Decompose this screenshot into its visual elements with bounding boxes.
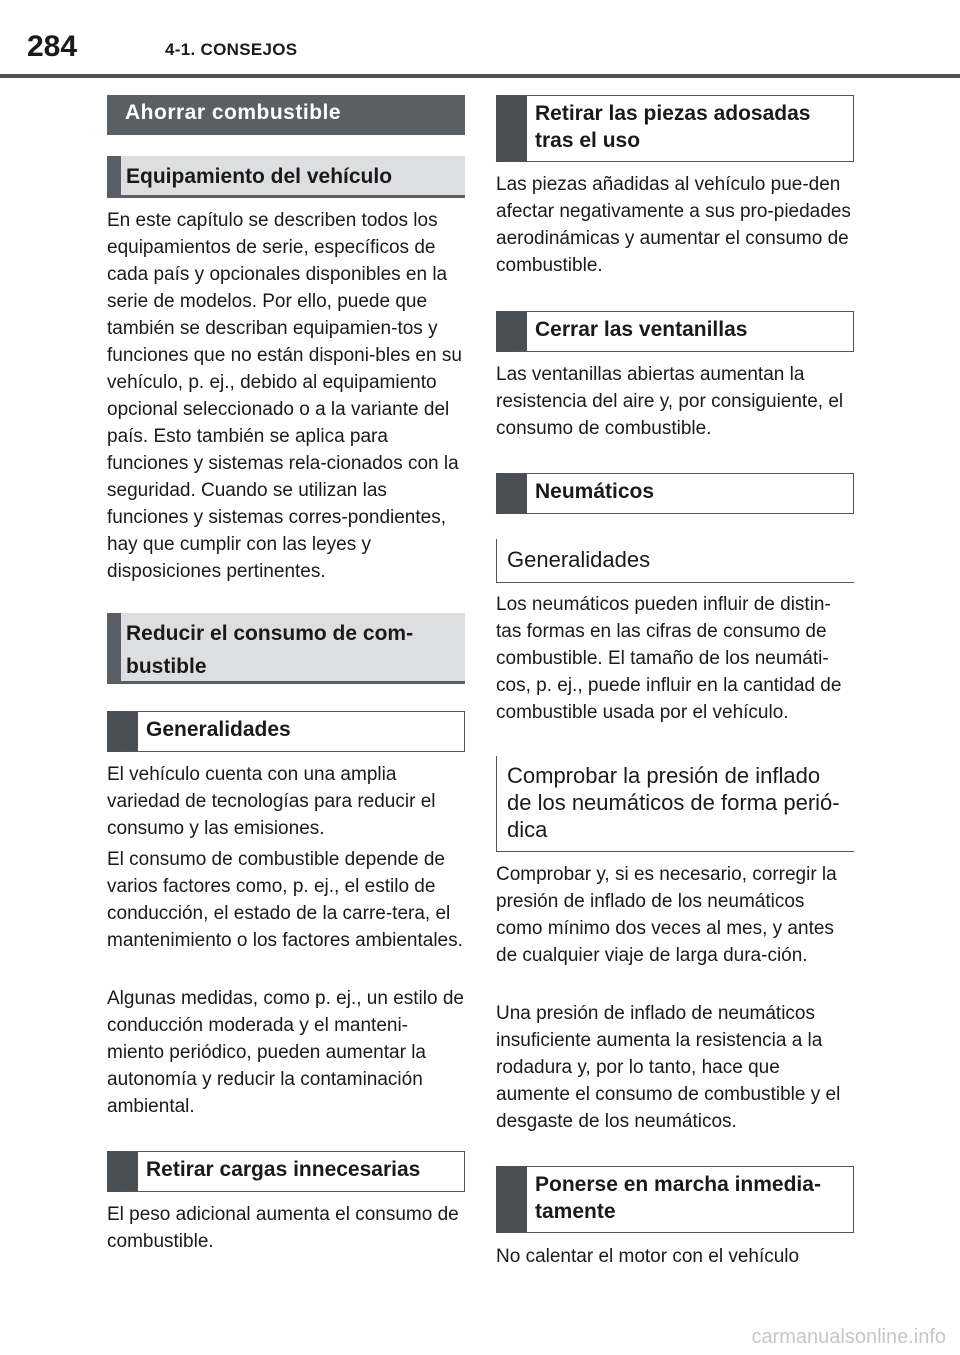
loads-heading: Retirar cargas innecesarias — [107, 1151, 465, 1192]
tyres-general-heading: Generalidades — [496, 539, 854, 583]
main-heading: Ahorrar combustible — [107, 95, 465, 135]
pressure-heading: Comprobar la presión de inflado de los neumáticos de forma perió-dica — [496, 756, 854, 852]
watermark: carmanualsonline.info — [751, 1326, 946, 1348]
start-text: No calentar el motor con el vehículo — [496, 1246, 800, 1267]
windows-heading: Cerrar las ventanillas — [496, 311, 854, 352]
pressure-paragraph-1: Comprobar y, si es necesario, corregir la presión de inflado de los neumáticos como mínimo dos veces al mes, y antes de cualquier viaje de larga dura-ción. — [496, 864, 837, 966]
pressure-paragraph-2: Una presión de inflado de neumáticos insuficiente aumenta la resistencia a la rodadura y, por lo tanto, hace que aumente el consumo de combustible y el desgaste de los neumáticos. — [496, 1003, 841, 1132]
parts-text: Las piezas añadidas al vehículo pue-den afectar negativamente a sus pro-piedades aerodinámicas y aumentar el consumo de combustible. — [496, 174, 851, 276]
general-paragraph-1: El vehículo cuenta con una amplia variedad de tecnologías para reducir el consumo y las emisiones. — [107, 764, 436, 839]
equipment-heading: Equipamiento del vehículo — [107, 156, 465, 198]
page-number: 284 — [27, 30, 78, 63]
general-heading: Generalidades — [107, 711, 465, 752]
tyres-general-text: Los neumáticos pueden influir de distin-tas formas en las cifras de consumo de combustible. El tamaño de los neumáti-cos, p. ej., puede influir en la cantidad de combustible usada por el vehículo. — [496, 594, 842, 723]
loads-text: El peso adicional aumenta el consumo de combustible. — [107, 1204, 459, 1252]
parts-heading: Retirar las piezas adosadas tras el uso — [496, 95, 854, 162]
windows-text: Las ventanillas abiertas aumentan la resistencia del aire y, por consiguiente, el consumo de combustible. — [496, 364, 844, 439]
header-divider — [0, 74, 960, 78]
equipment-text: En este capítulo se describen todos los equipamientos de serie, específicos de cada país y opcionales disponibles en la serie de modelos. Por ello, puede que también se describan equipamien-tos y funciones que no están disponi-bles en su vehículo, p. ej., debido al equipamiento opcional seleccionado o a la variante del país. Esto también se aplica para funciones y sistemas rela-cionados con la seguridad. Cuando se utilizan las funciones y sistemas corres-pondientes, hay que cumplir con las leyes y disposiciones pertinentes. — [107, 210, 462, 582]
reduce-consumption-heading: Reducir el consumo de com-bustible — [107, 613, 465, 684]
general-paragraph-2: El consumo de combustible depende de varios factores como, p. ej., el estilo de conducción, el estado de la carre-tera, el mantenimiento o los factores ambientales. — [107, 849, 463, 951]
section-title: 4-1. CONSEJOS — [165, 40, 298, 59]
start-heading: Ponerse en marcha inmedia-tamente — [496, 1166, 854, 1233]
tyres-heading: Neumáticos — [496, 473, 854, 514]
general-paragraph-3: Algunas medidas, como p. ej., un estilo de conducción moderada y el manteni-miento periódico, pueden aumentar la autonomía y reducir la contaminación ambiental. — [107, 988, 464, 1117]
